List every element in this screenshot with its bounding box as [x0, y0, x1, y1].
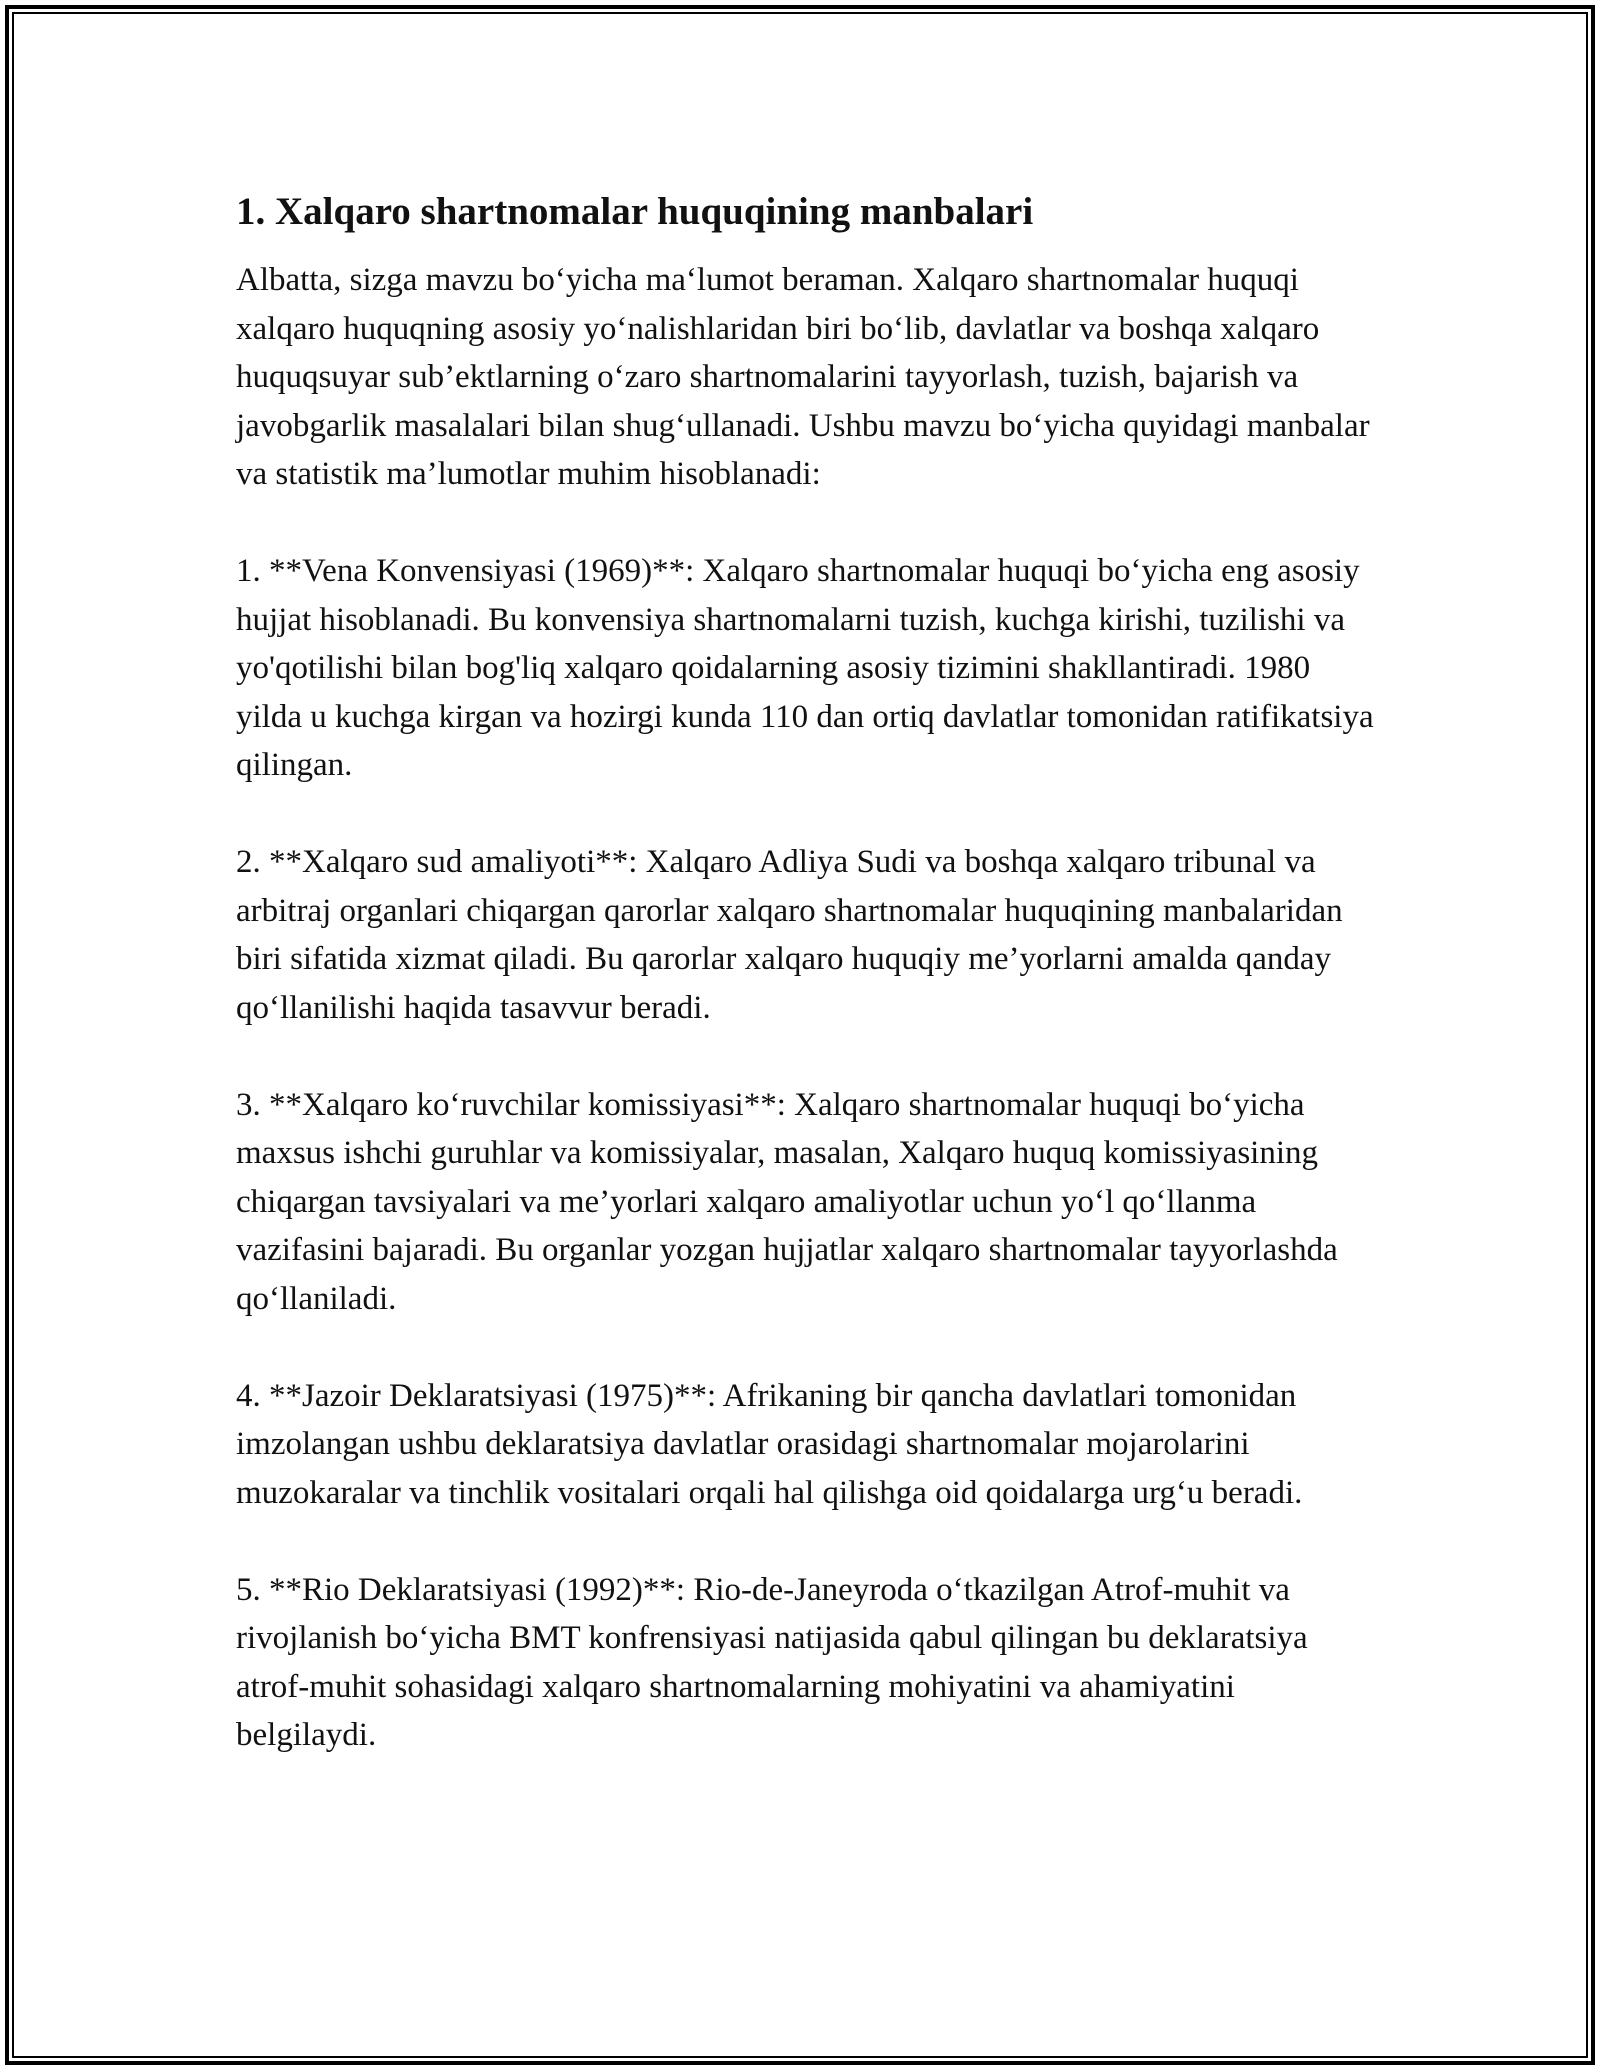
list-item-rio-declaration: 5. **Rio Deklaratsiyasi (1992)**: Rio-de-Janeyroda o‘tkazilgan Atrof-muhit va rivojlanish bo‘yicha BMT konfrensiyasi natijasida qabul qilingan bu deklaratsiya atrof-muhit sohasidagi xalqaro shartnomalarning mohiyatini va ahamiyatini belgilaydi.: [236, 1571, 1308, 1753]
document-body: [236, 186, 1376, 1760]
list-item-commission: 3. **Xalqaro ko‘ruvchilar komissiyasi**: Xalqaro shartnomalar huquqi bo‘yicha maxsus ishchi guruhlar va komissiyalar, masalan, Xalqaro huquq komissiyasining chiqargan tavsiyalari va me’yorlari xalqaro amaliyotlar uchun yo‘l qo‘llanma vazifasini bajaradi. Bu organlar yozgan hujjatlar xalqaro shartnomalar tayyorlashda qo‘llaniladi.: [236, 1086, 1338, 1317]
document-title: 1. Xalqaro shartnomalar huquqining manbalari: [236, 190, 1034, 233]
list-item-court-practice: 2. **Xalqaro sud amaliyoti**: Xalqaro Adliya Sudi va boshqa xalqaro tribunal va arbitraj organlari chiqargan qarorlar xalqaro shartnomalar huquqining manbalaridan biri sifatida xizmat qiladi. Bu qarorlar xalqaro huquqiy me’yorlarni amalda qanday qo‘llanilishi haqida tasavvur beradi.: [236, 844, 1343, 1026]
list-item-algiers-declaration: 4. **Jazoir Deklaratsiyasi (1975)**: Afrikaning bir qancha davlatlari tomonidan imzolangan ushbu deklaratsiya davlatlar orasidagi shartnomalar mojarolarini muzokaralar va tinchlik vositalari orqali hal qilishga oid qoidalarga urg‘u beradi.: [236, 1377, 1303, 1511]
list-item-vena-convention: 1. **Vena Konvensiyasi (1969)**: Xalqaro shartnomalar huquqi bo‘yicha eng asosiy hujjat hisoblanadi. Bu konvensiya shartnomalarni tuzish, kuchga kirishi, tuzilishi va yo'qotilishi bilan bog'liq xalqaro qoidalarning asosiy tizimini shakllantiradi. 1980 yilda u kuchga kirgan va hozirgi kunda 110 dan ortiq davlatlar tomonidan ratifikatsiya qilingan.: [236, 553, 1374, 783]
intro-paragraph: Albatta, sizga mavzu bo‘yicha ma‘lumot beraman. Xalqaro shartnomalar huquqi xalqaro huquqning asosiy yo‘nalishlaridan biri bo‘lib, davlatlar va boshqa xalqaro huquqsuyar sub’ektlarning o‘zaro shartnomalarini tayyorlash, tuzish, bajarish va javobgarlik masalalari bilan shug‘ullanadi. Ushbu mavzu bo‘yicha quyidagi manbalar va statistik ma’lumotlar muhim hisoblanadi:: [236, 262, 1370, 492]
